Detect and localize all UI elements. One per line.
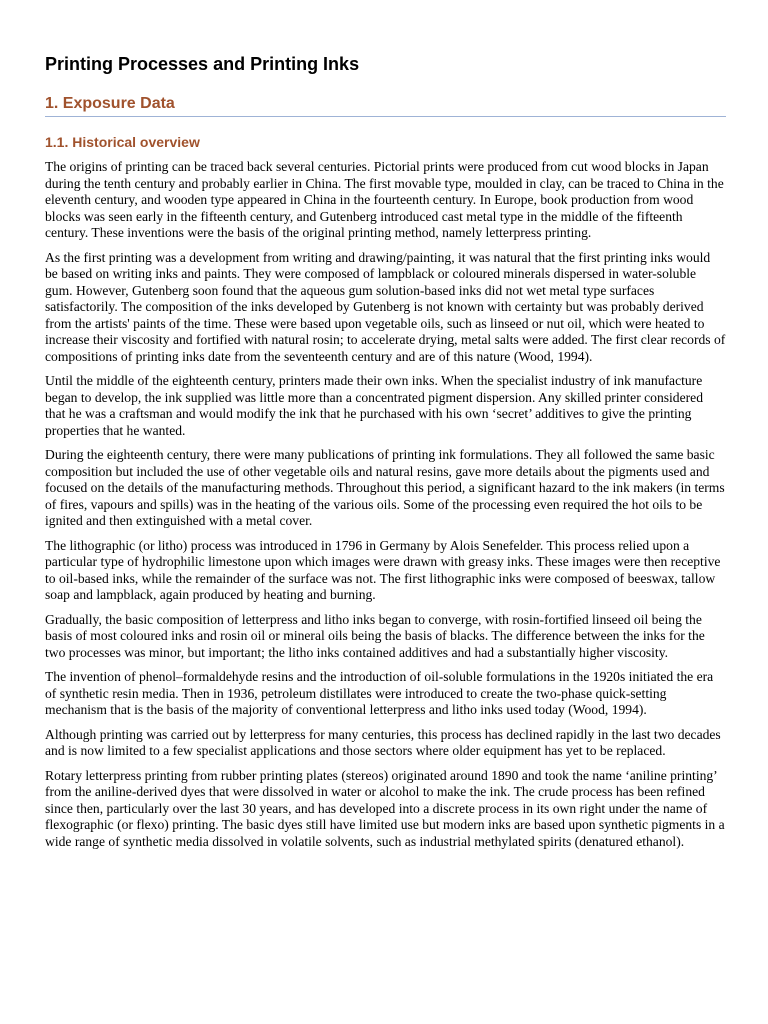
subsection-heading: 1.1. Historical overview (45, 134, 200, 150)
paragraph-flexographic: Rotary letterpress printing from rubber printing plates (stereos) originated around 1890 and took the name ‘aniline printing’ from the aniline-derived dyes that were dissolved in water or alcohol to make the ink. The crude process has been refined since then, particularly over the last 30 years, and has developed into a discrete process in its own right under the name of flexographic (or flexo) printing. The basic dyes still have limited use but modern inks are based upon synthetic pigments in a wide range of synthetic media dissolved in volatile solvents, such as industrial methylated spirits (denatured ethanol). (45, 767, 725, 849)
document-title: Printing Processes and Printing Inks (45, 54, 360, 74)
paragraph-converge: Gradually, the basic composition of letterpress and litho inks began to converge, with rosin-fortified linseed oil being the basis of most coloured inks and rosin oil or mineral oils being the basis of blacks. The difference between the inks for the two processes was minor, but important; the litho inks contained additives and had a substantially higher viscosity. (45, 611, 705, 660)
paragraph-lithographic-process: The lithographic (or litho) process was introduced in 1796 in Germany by Alois Senefelder. This process relied upon a particular type of hydrophilic limestone upon which images were drawn with greasy inks. These images were then receptive to oil-based inks, while the remainder of the surface was not. The first lithographic inks were composed of beeswax, tallow soap and lampblack, again produced by heating and burning. (45, 537, 721, 602)
section-heading: 1. Exposure Data (45, 95, 175, 112)
paragraph-printers-own-inks: Until the middle of the eighteenth century, printers made their own inks. When the specialist industry of ink manufacture began to develop, the ink supplied was little more than a concentrated pigment dispersion. Any skilled printer considered that he was a craftsman and would modify the ink that he purchased with his own ‘secret’ additives to give the printing properties that he wanted. (45, 373, 703, 438)
paragraph-synthetic-resins: The invention of phenol–formaldehyde resins and the introduction of oil-soluble formulations in the 1920s initiated the era of synthetic resin media. Then in 1936, petroleum distillates were introduced to create the two-phase quick-setting mechanism that is the basis of the majority of conventional letterpress and litho inks used today (Wood, 1994). (45, 669, 714, 717)
document-page (45, 52, 726, 858)
section-divider (45, 116, 726, 117)
paragraph-first-inks: As the first printing was a development from writing and drawing/painting, it was natural that the first printing inks would be based on writing inks and paints. They were composed of lampblack or coloured minerals dispersed in water-soluble gum. However, Gutenberg soon found that the aqueous gum solution-based inks did not wet metal type surfaces satisfactorily. The composition of the inks developed by Gutenberg is not known with certainty but was probably derived from the artists' paints of the time. These were based upon vegetable oils, such as linseed or nut oil, which were heated to increase their viscosity and fortified with natural rosin; to accelerate drying, metal salts were added. The first clear records of compositions of printing inks date from the seventeenth century and are of this nature (Wood, 1994). (45, 249, 726, 364)
paragraph-origins: The origins of printing can be traced back several centuries. Pictorial prints were produced from cut wood blocks in Japan during the tenth century and probably earlier in China. The first movable type, moulded in clay, can be traced to China in the eleventh century, and wooden type appeared in China in the fourteenth century. In Europe, book production from wood blocks was seen early in the fifteenth century, and Gutenberg introduced cast metal type in the middle of the fifteenth century. These inventions were the basis of the original printing method, namely letterpress printing. (45, 159, 724, 240)
paragraph-letterpress-decline: Although printing was carried out by letterpress for many centuries, this process has declined rapidly in the last two decades and is now limited to a few specialist applications and those sectors where older equipment has yet to be replaced. (45, 726, 721, 758)
paragraph-eighteenth-century: During the eighteenth century, there were many publications of printing ink formulations. They all followed the same basic composition but included the use of other vegetable oils and natural resins, gave more details about the pigments used and focused on the details of the manufacturing methods. Throughout this period, a significant hazard to the ink makers (in terms of fires, vapours and spills) was in the heating of the various oils. Some of the processing even required the hot oils to be ignited and then extinguished with a metal cover. (45, 447, 725, 528)
